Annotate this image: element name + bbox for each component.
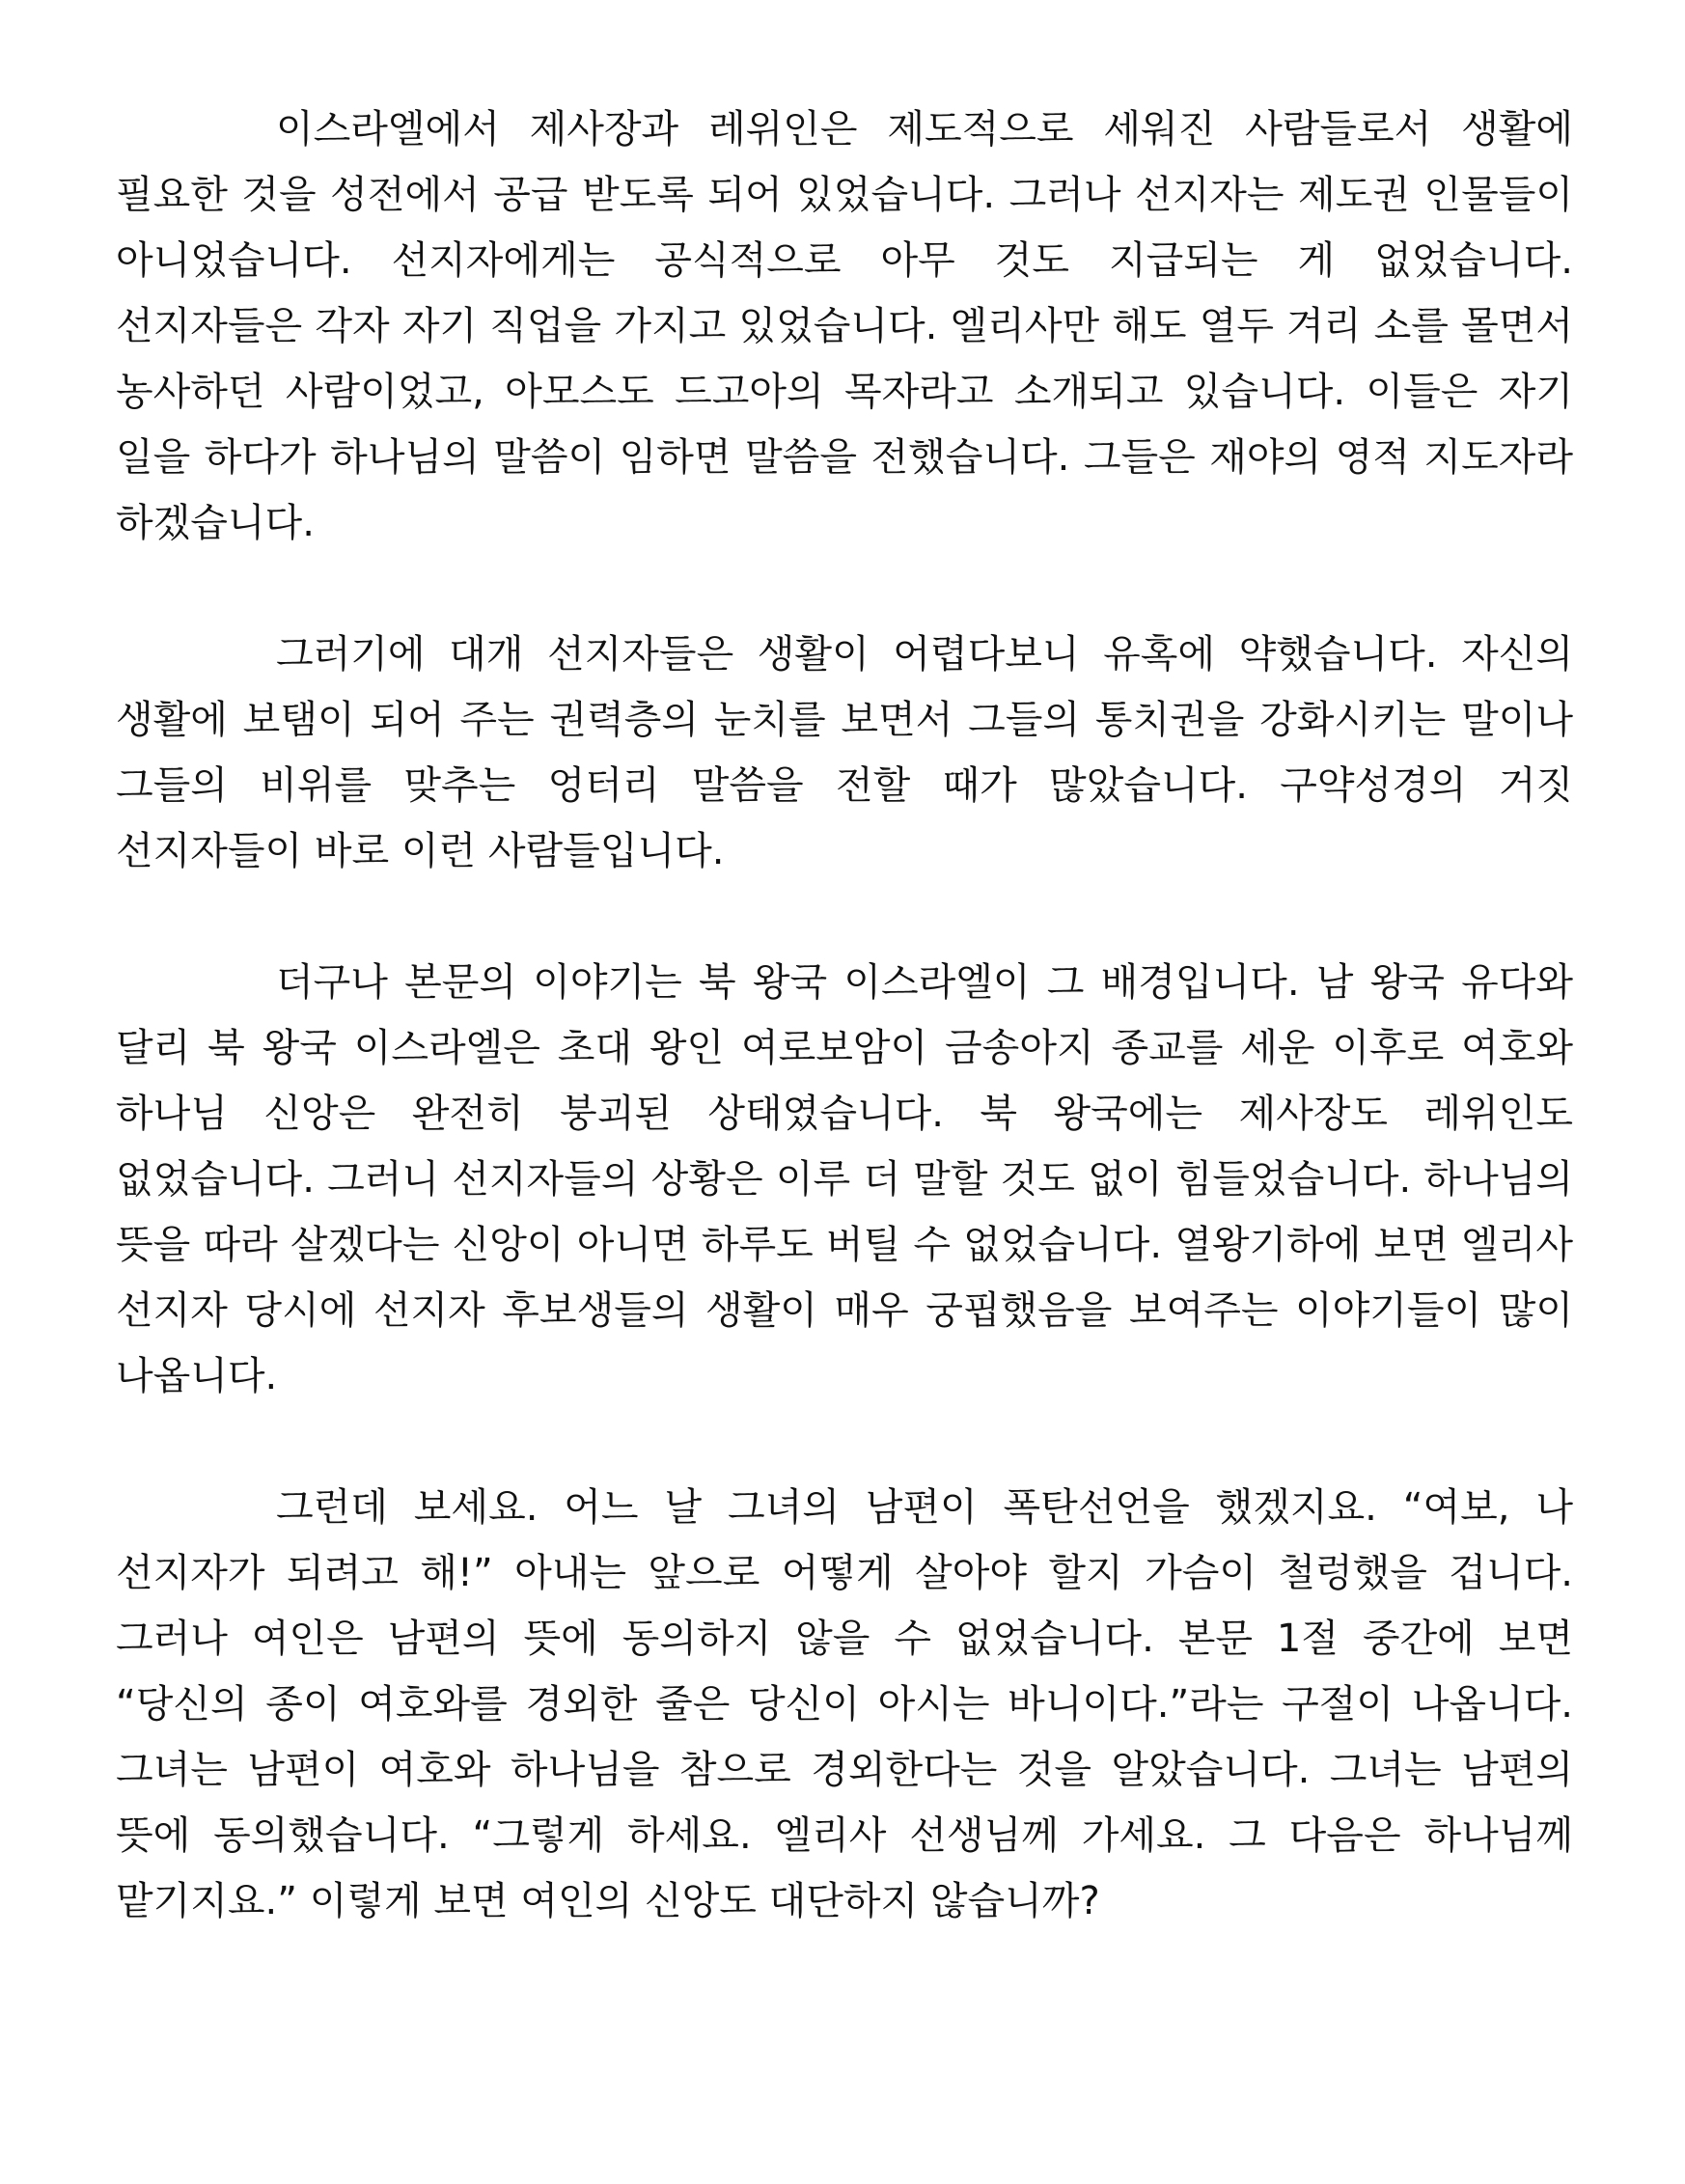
paragraph-wife-faith: 그런데 보세요. 어느 날 그녀의 남편이 폭탄선언을 했겠지요. “여보, 나 선지자가 되려고 해!” 아내는 앞으로 어떻게 살아야 할지 가슴이 철렁했을 겁니다. 그러나 여인은 남편의 뜻에 동의하지 않을 수 없었습니다. 본문 1절 중간에 보면 “당신의 종이 여호와를 경외한 줄은 당신이 아시는 바니이다.”라는 구절이 나옵니다. 그녀는 남편이 여호와 하나님을 참으로 경외한다는 것을 알았습니다. 그녀는 남편의 뜻에 동의했습니다. “그렇게 하세요. 엘리사 선생님께 가세요. 그 다음은 하나님께 맡기지요.” 이렇게 보면 여인의 신앙도 대단하지 않습니까? bbox=[116, 1485, 1573, 1923]
paragraph-false-prophets: 그러기에 대개 선지자들은 생활이 어렵다보니 유혹에 약했습니다. 자신의 생활에 보탬이 되어 주는 권력층의 눈치를 보면서 그들의 통치권을 강화시키는 말이나 그들의 비위를 맞추는 엉터리 말씀을 전할 때가 많았습니다. 구약성경의 거짓 선지자들이 바로 이런 사람들입니다. bbox=[116, 632, 1573, 873]
document-page bbox=[116, 97, 1573, 1934]
paragraph-northern-kingdom: 더구나 본문의 이야기는 북 왕국 이스라엘이 그 배경입니다. 남 왕국 유다와 달리 북 왕국 이스라엘은 초대 왕인 여로보암이 금송아지 종교를 세운 이후로 여호와 하나님 신앙은 완전히 붕괴된 상태였습니다. 북 왕국에는 제사장도 레위인도 없었습니다. 그러니 선지자들의 상황은 이루 더 말할 것도 없이 힘들었습니다. 하나님의 뜻을 따라 살겠다는 신앙이 아니면 하루도 버틸 수 없었습니다. 열왕기하에 보면 엘리사 선지자 당시에 선지자 후보생들의 생활이 매우 궁핍했음을 보여주는 이야기들이 많이 나옵니다. bbox=[116, 960, 1573, 1398]
paragraph-prophets-livelihood: 이스라엘에서 제사장과 레위인은 제도적으로 세워진 사람들로서 생활에 필요한 것을 성전에서 공급 받도록 되어 있었습니다. 그러나 선지자는 제도권 인물들이 아니었습니다. 선지자에게는 공식적으로 아무 것도 지급되는 게 없었습니다. 선지자들은 각자 자기 직업을 가지고 있었습니다. 엘리사만 해도 열두 겨리 소를 몰면서 농사하던 사람이었고, 아모스도 드고아의 목자라고 소개되고 있습니다. 이들은 자기 일을 하다가 하나님의 말씀이 임하면 말씀을 전했습니다. 그들은 재야의 영적 지도자라 하겠습니다. bbox=[116, 107, 1573, 545]
